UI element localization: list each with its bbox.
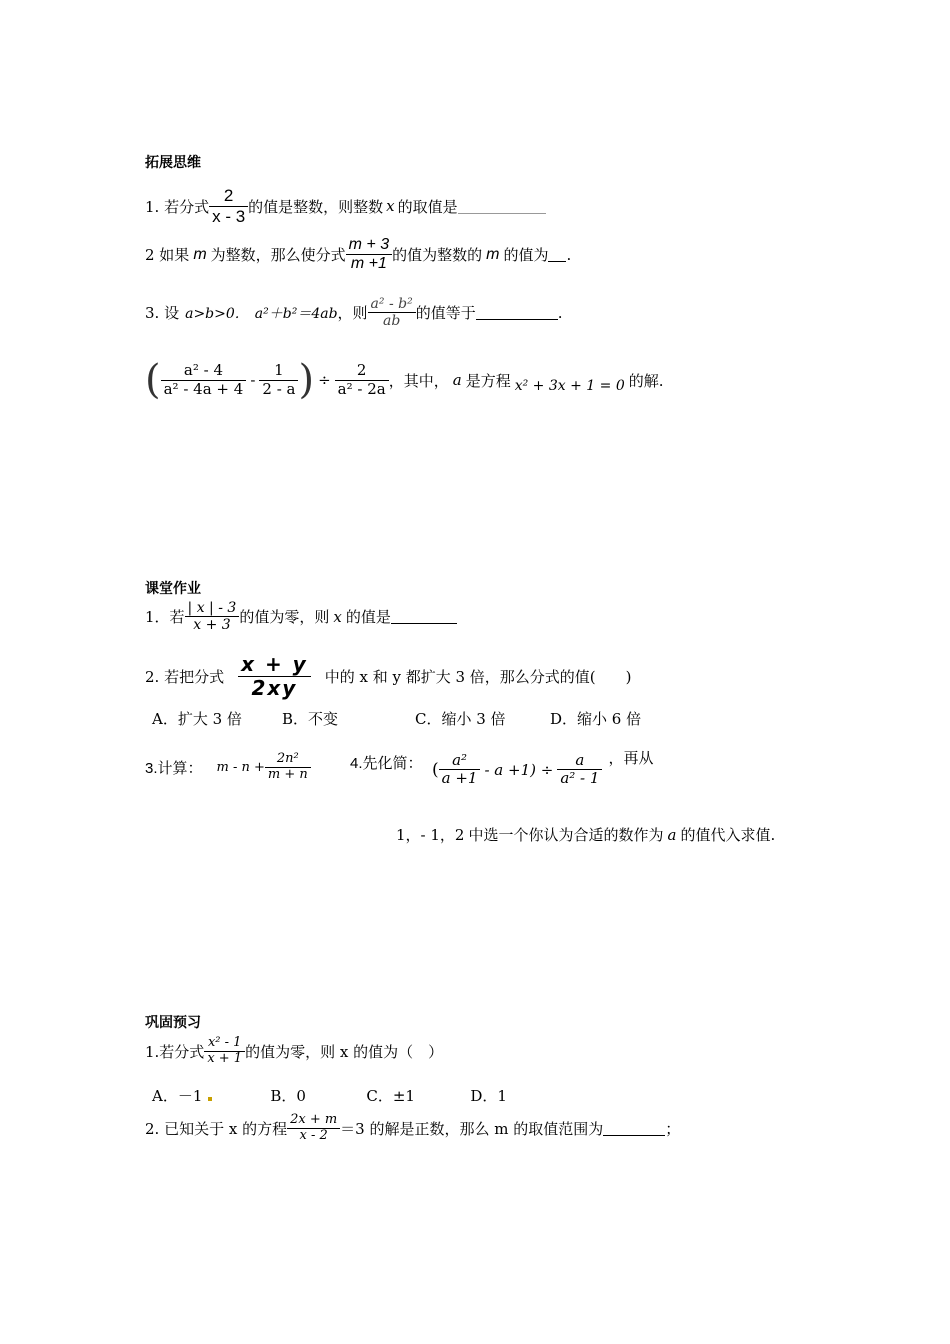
section-title-expand: 拓展思维	[145, 155, 201, 171]
cw-q4-line-2	[396, 824, 775, 845]
pv-q1-option-a[interactable]: A．－1	[152, 1087, 203, 1105]
q4-f2-denominator: 2 - a	[259, 380, 298, 398]
q1-answer-blank[interactable]	[458, 199, 546, 214]
pv-q1-option-c[interactable]: C．±1	[366, 1087, 415, 1105]
q2-end: .	[566, 245, 572, 264]
pv-q2-denominator: x - 2	[287, 1128, 340, 1144]
cw-q4-expression	[432, 749, 654, 788]
q4-text-comma: ，其中，	[388, 371, 449, 390]
q4-right-paren: )	[298, 357, 315, 403]
cw-q2-fraction	[238, 653, 311, 700]
cw-q3-prefix: m - n +	[216, 759, 265, 775]
q3-text-post: 的值等于	[415, 304, 476, 323]
cw-q4-choices: 1，- 1，2	[396, 826, 465, 844]
q4-f1-numerator: a² - 4	[183, 361, 224, 380]
cw-q3-label: 3.计算：	[145, 759, 203, 777]
cw-q3-numerator: 2n²	[276, 751, 299, 766]
q1-prefix: 1. 若分式	[145, 197, 210, 216]
cw-q2-option-d[interactable]: D．缩小 6 倍	[550, 710, 642, 728]
pv-q2-text-post: ＝3 的解是正数，那么 m 的取值范围为	[340, 1119, 604, 1138]
pv-q2-answer-blank[interactable]	[603, 1121, 665, 1136]
section-title-classwork: 课堂作业	[145, 581, 201, 597]
q2-text-b: 的值为	[503, 246, 549, 265]
pv-q1-denominator: x + 1	[204, 1051, 245, 1067]
q4-fraction-2	[259, 362, 298, 398]
q3-numerator: a² - b²	[370, 296, 413, 312]
cw-q4-label: 4.先化简：	[350, 755, 423, 772]
q2-text-a: 的值为整数的	[392, 246, 483, 265]
q3-denominator: ab	[368, 312, 416, 329]
cw-q4-fraction-2	[557, 752, 602, 788]
pv-q2-prefix: 2. 已知关于 x 的方程	[145, 1119, 288, 1138]
cw-q1-numerator: | x | - 3	[187, 600, 237, 616]
pv-q2-fraction	[287, 1113, 340, 1144]
cw-q4-f2-denominator: a² - 1	[557, 769, 602, 787]
expand-question-2	[145, 236, 571, 274]
cw-q3-denominator: m + n	[265, 767, 311, 783]
q3-text-mid: ，则	[337, 304, 368, 323]
marker-dot-icon	[208, 1097, 212, 1101]
q4-minus: -	[250, 371, 256, 389]
expand-question-1	[145, 186, 546, 226]
cw-q2-prefix: 2. 若把分式	[145, 668, 225, 686]
preview-question-2	[145, 1113, 680, 1144]
cw-q4-open-paren: (	[432, 759, 439, 780]
cw-q1-answer-blank[interactable]	[391, 609, 457, 624]
cw-q1-text-b: 的值是	[345, 608, 391, 627]
classwork-question-3	[145, 752, 311, 783]
q3-equation: a²＋b²＝4ab	[254, 305, 338, 322]
cw-q2-text-post: 中的 x 和 y 都扩大 3 倍，那么分式的值( )	[324, 668, 632, 686]
classwork-question-2	[145, 653, 632, 700]
q3-answer-blank[interactable]	[476, 305, 558, 320]
cw-q2-options	[152, 708, 641, 729]
pv-q2-numerator: 2x + m	[290, 1112, 338, 1127]
classwork-question-1	[145, 600, 457, 633]
expand-question-3	[145, 296, 563, 329]
q4-f3-denominator: a² - 2a	[335, 380, 389, 398]
q4-fraction-1	[161, 362, 247, 398]
q2-denominator: m +1	[346, 254, 392, 273]
cw-q4-line2-text-a: 中选一个你认为合适的数作为	[468, 826, 664, 844]
q4-left-paren: (	[145, 357, 161, 403]
q4-f1-denominator: a² - 4a + 4	[161, 380, 247, 398]
cw-q4-f1-denominator: a +1	[439, 769, 481, 787]
cw-q3-fraction	[265, 752, 311, 783]
pv-q1-fraction	[204, 1036, 245, 1067]
q2-fraction	[346, 236, 392, 274]
q4-fraction-3	[335, 362, 389, 398]
section-title-preview: 巩固预习	[145, 1015, 201, 1031]
q2-var: m	[193, 245, 207, 263]
cw-q4-f2-numerator: a	[575, 751, 585, 769]
cw-q4-f1-numerator: a²	[452, 751, 468, 769]
q2-prefix: 2 如果	[145, 246, 190, 265]
cw-q1-var: x	[333, 607, 342, 626]
q3-condition: a>b>0．	[185, 305, 249, 322]
q3-prefix: 3. 设	[145, 304, 180, 323]
cw-q2-option-c[interactable]: C．缩小 3 倍	[415, 710, 506, 728]
q4-f3-numerator: 2	[356, 361, 367, 380]
q4-divide: ÷	[318, 371, 331, 389]
pv-q1-numerator: x² - 1	[207, 1035, 242, 1050]
q4-var: a	[452, 371, 462, 389]
cw-q4-text-post: ，再从	[608, 749, 654, 768]
cw-q4-mid: - a +1) ÷	[484, 760, 554, 779]
cw-q4-fraction-1	[439, 752, 481, 788]
q4-text-mid: 是方程	[465, 371, 511, 390]
pv-q1-prefix: 1.若分式	[145, 1042, 205, 1061]
q3-fraction	[368, 296, 416, 329]
q2-numerator: m + 3	[348, 236, 390, 253]
cw-q1-denominator: x + 3	[185, 616, 240, 633]
pv-q1-option-b[interactable]: B．0	[270, 1087, 306, 1105]
cw-q1-fraction	[185, 600, 240, 633]
cw-q2-option-a[interactable]: A．扩大 3 倍	[152, 710, 242, 728]
cw-q1-text-a: 的值为零，则	[239, 608, 330, 627]
pv-q1-option-d[interactable]: D．1	[470, 1087, 507, 1105]
q1-text-b: 的取值是	[397, 197, 458, 216]
expand-question-4	[145, 357, 664, 403]
q4-text-post: 的解.	[628, 371, 664, 390]
pv-q2-end: ；	[665, 1119, 681, 1138]
q1-var: x	[386, 197, 395, 216]
q1-denominator: x - 3	[209, 206, 248, 227]
q2-text-mid: 为整数，那么使分式	[210, 246, 346, 265]
q2-answer-blank[interactable]	[548, 247, 566, 262]
preview-question-1	[145, 1036, 443, 1067]
q4-equation: x² + 3x + 1 = 0	[514, 378, 625, 394]
cw-q4-line2-text-b: 的值代入求值.	[680, 826, 776, 844]
cw-q2-option-b[interactable]: B．不变	[282, 710, 339, 728]
cw-q2-numerator: x + y	[241, 652, 308, 676]
q3-end: .	[557, 303, 563, 322]
cw-q2-denominator: 2xy	[238, 676, 311, 700]
q1-fraction	[209, 186, 248, 226]
cw-q1-prefix: 1．若	[145, 608, 185, 627]
q1-text-a: 的值是整数，则整数	[248, 197, 384, 216]
q4-f2-numerator: 1	[274, 361, 284, 380]
q2-var-2: m	[486, 245, 500, 263]
pv-q1-text-post: 的值为零，则 x 的值为（ ）	[245, 1042, 444, 1061]
cw-q4-line2-var: a	[667, 825, 677, 844]
pv-q1-options	[152, 1085, 507, 1106]
q1-numerator: 2	[223, 186, 234, 205]
